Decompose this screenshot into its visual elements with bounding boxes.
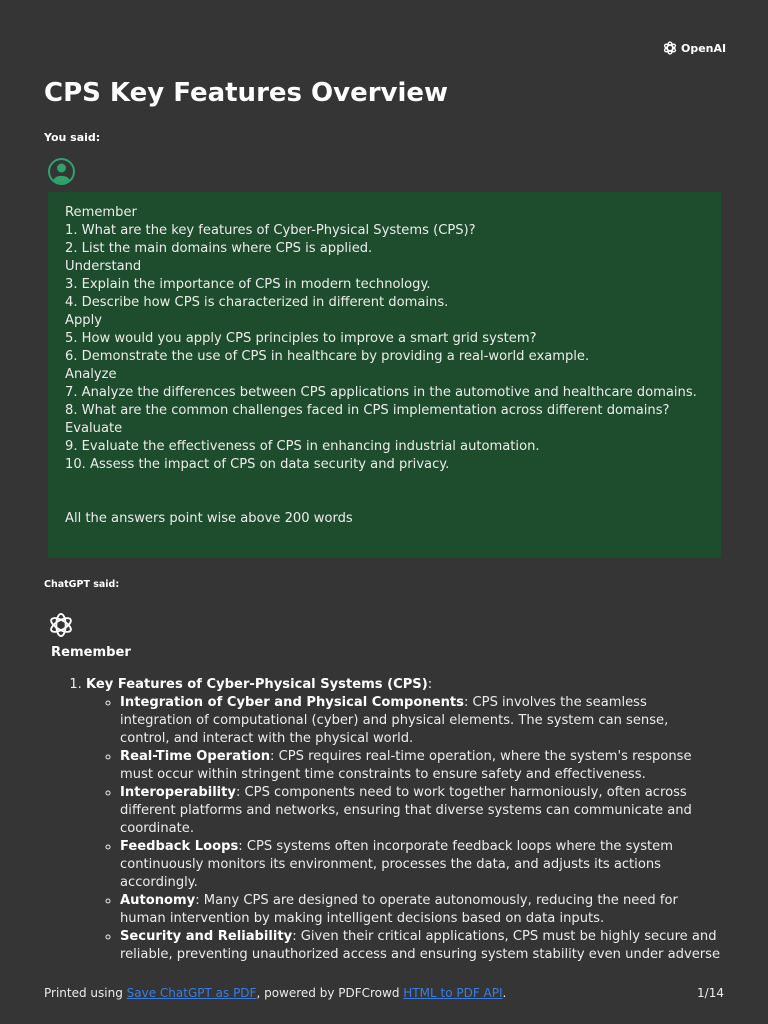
- feature-item: [120, 748, 721, 784]
- message-line: 4. Describe how CPS is characterized in different domains.: [65, 295, 449, 310]
- feature-item: [120, 784, 721, 838]
- user-message: [48, 192, 721, 558]
- feature-item: [120, 838, 721, 892]
- message-line: Analyze: [65, 367, 117, 382]
- html-to-pdf-api-link[interactable]: HTML to PDF API: [403, 986, 503, 1000]
- feature-term: Security and Reliability: [120, 929, 293, 944]
- answer-item: [86, 676, 721, 964]
- message-line: Remember: [65, 205, 137, 220]
- feature-text: : CPS systems often incorporate feedback loops where the system continuously monitors its environment, processes the data, and adjusts its actions accordingly.: [120, 839, 673, 890]
- assistant-label: ChatGPT said:: [44, 579, 120, 590]
- brand-name: OpenAI: [681, 41, 727, 55]
- feature-text: : CPS requires real-time operation, where the system's response must occur within stringent time constraints to ensure safety and effectiveness.: [120, 749, 692, 782]
- message-line: 6. Demonstrate the use of CPS in healthcare by providing a real-world example.: [65, 349, 590, 364]
- feature-term: Integration of Cyber and Physical Components: [120, 695, 464, 710]
- answer-item-colon: :: [427, 677, 433, 692]
- feature-item: [120, 694, 721, 748]
- user-avatar-icon: [47, 157, 76, 186]
- page-title: CPS Key Features Overview: [44, 78, 449, 108]
- chatgpt-logo-icon: [47, 611, 75, 639]
- feature-text: : Given their critical applications, CPS must be highly secure and reliable, preventing unauthorized access and ensuring system stability even under adverse: [120, 929, 721, 962]
- feature-item: [120, 928, 721, 964]
- feature-term: Feedback Loops: [120, 839, 239, 854]
- message-line: Apply: [65, 313, 102, 328]
- footer-text: .: [502, 986, 507, 1000]
- feature-text: : CPS involves the seamless integration of computational (cyber) and physical elements. The system can sense, control, and interact with the physical world.: [120, 695, 669, 746]
- print-footer: [44, 986, 506, 1000]
- message-line: 2. List the main domains where CPS is applied.: [65, 241, 373, 256]
- footer-text: , powered by PDFCrowd: [256, 986, 404, 1000]
- openai-brand: [662, 40, 726, 56]
- feature-list: [86, 694, 721, 964]
- feature-text: : Many CPS are designed to operate autonomously, reducing the need for human intervention by making intelligent decisions based on data inputs.: [120, 893, 678, 926]
- message-line: 8. What are the common challenges faced in CPS implementation across different domains?: [65, 403, 670, 418]
- message-line: 1. What are the key features of Cyber-Physical Systems (CPS)?: [65, 223, 476, 238]
- footer-text: Printed using: [44, 986, 127, 1000]
- feature-term: Autonomy: [120, 893, 196, 908]
- answer-list: [51, 676, 721, 964]
- answer-item-title: Key Features of Cyber-Physical Systems (CPS): [86, 677, 428, 692]
- message-line: 3. Explain the importance of CPS in modern technology.: [65, 277, 431, 292]
- message-closing: All the answers point wise above 200 words: [65, 511, 353, 526]
- message-line: 5. How would you apply CPS principles to improve a smart grid system?: [65, 331, 537, 346]
- message-spacer: [65, 474, 704, 510]
- feature-item: [120, 892, 721, 928]
- answer-heading: Remember: [51, 645, 131, 660]
- save-chatgpt-pdf-link[interactable]: Save ChatGPT as PDF: [126, 986, 257, 1000]
- assistant-message: [51, 644, 721, 964]
- user-label: You said:: [44, 131, 101, 144]
- message-line: Evaluate: [65, 421, 123, 436]
- feature-text: : CPS components need to work together harmoniously, often across different platforms and networks, ensuring that diverse systems can communicate and coordinate.: [120, 785, 692, 836]
- message-line: Understand: [65, 259, 142, 274]
- feature-term: Interoperability: [120, 785, 236, 800]
- openai-logo-icon: [662, 40, 678, 56]
- message-line: 10. Assess the impact of CPS on data security and privacy.: [65, 457, 450, 472]
- page-number: 1/14: [697, 986, 724, 1000]
- feature-term: Real-Time Operation: [120, 749, 271, 764]
- message-line: 7. Analyze the differences between CPS applications in the automotive and healthcare domains.: [65, 385, 697, 400]
- message-line: 9. Evaluate the effectiveness of CPS in enhancing industrial automation.: [65, 439, 540, 454]
